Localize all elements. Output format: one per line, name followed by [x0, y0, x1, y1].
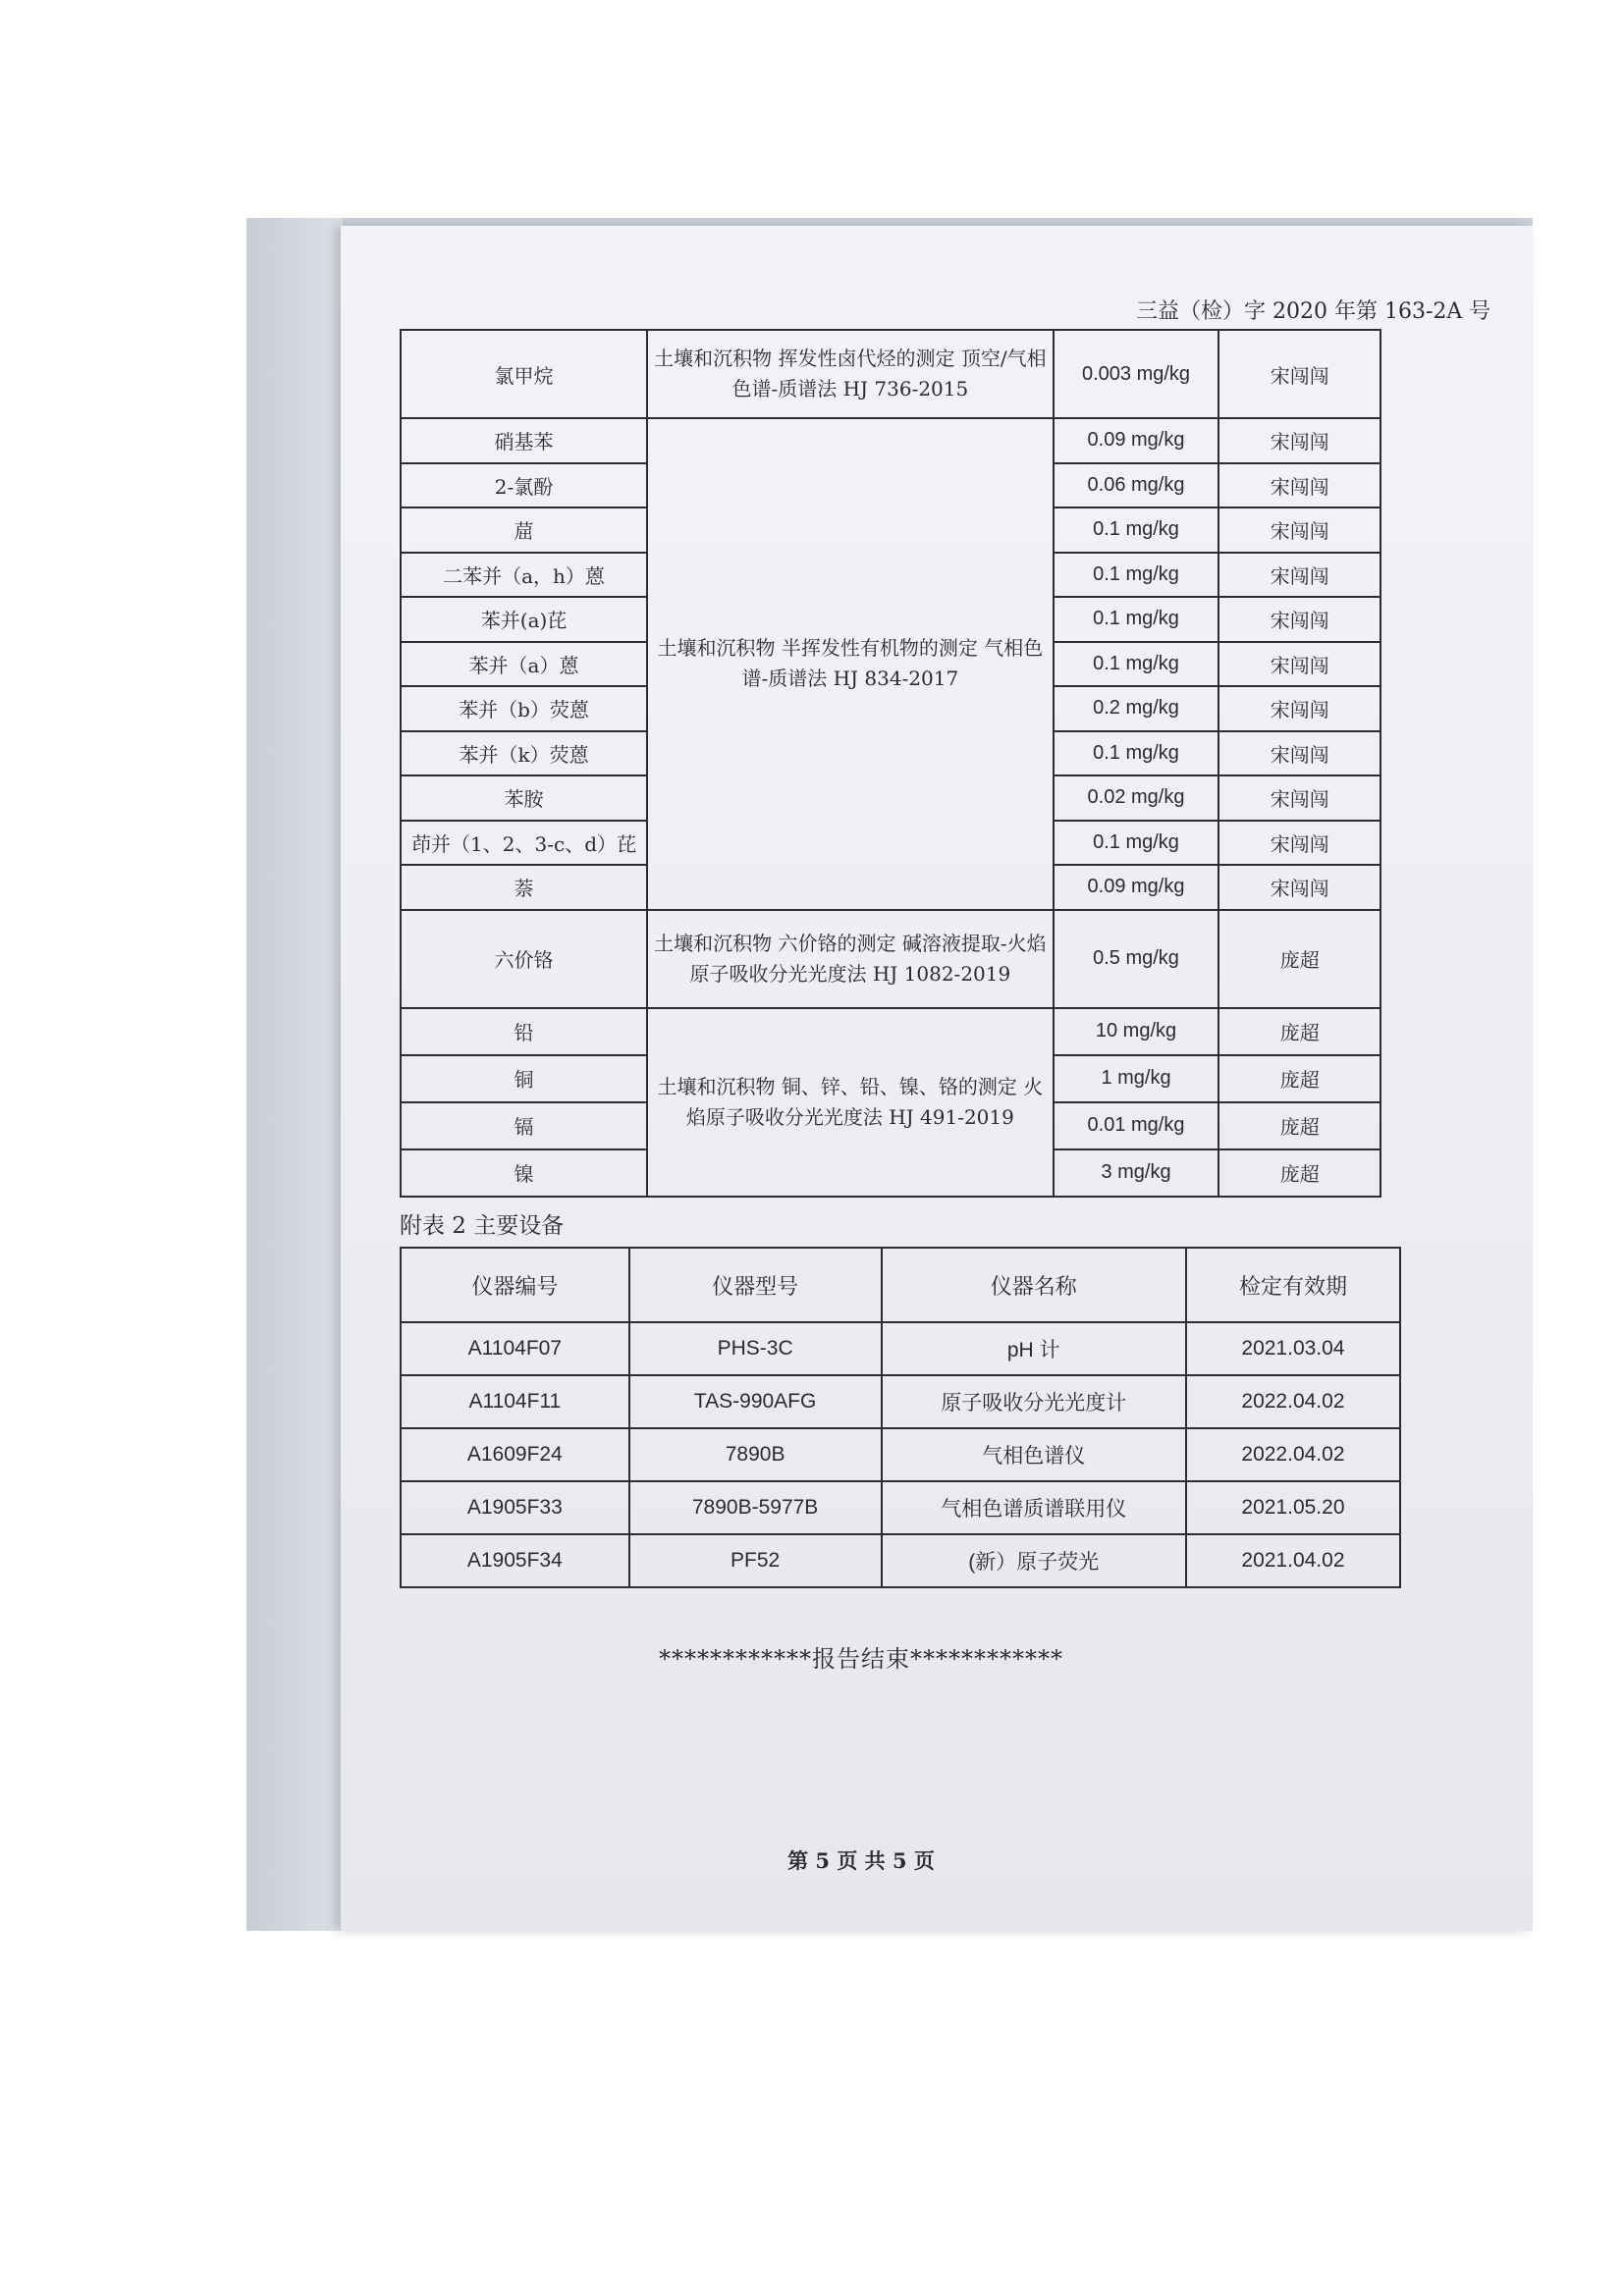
item-cell: 苯胺	[401, 775, 647, 821]
item-cell: 硝基苯	[401, 418, 647, 463]
item-cell: 铅	[401, 1008, 647, 1055]
limit-cell: 10 mg/kg	[1054, 1008, 1219, 1055]
analyst-cell: 宋闯闯	[1218, 775, 1380, 821]
item-cell: 镉	[401, 1102, 647, 1149]
name-cell: 气相色谱质谱联用仪	[882, 1481, 1186, 1534]
name-cell: 原子吸收分光光度计	[882, 1375, 1186, 1428]
limit-cell: 0.09 mg/kg	[1054, 418, 1219, 463]
analyst-cell: 宋闯闯	[1218, 686, 1380, 731]
page-number: 第 5 页 共 5 页	[787, 1848, 935, 1873]
item-cell: 六价铬	[401, 910, 647, 1008]
model-cell: TAS-990AFG	[629, 1375, 882, 1428]
id-cell: A1609F24	[401, 1428, 629, 1481]
limit-cell: 0.1 mg/kg	[1054, 507, 1219, 553]
analyst-cell: 庞超	[1218, 1102, 1380, 1149]
analyst-cell: 宋闯闯	[1218, 865, 1380, 910]
method-cell: 土壤和沉积物 六价铬的测定 碱溶液提取-火焰原子吸收分光光度法 HJ 1082-2019	[647, 910, 1054, 1008]
limit-cell: 0.1 mg/kg	[1054, 821, 1219, 866]
limit-cell: 0.02 mg/kg	[1054, 775, 1219, 821]
table-row	[401, 1428, 1400, 1481]
method-cell: 土壤和沉积物 半挥发性有机物的测定 气相色谱-质谱法 HJ 834-2017	[647, 418, 1054, 910]
id-cell: A1905F34	[401, 1534, 629, 1587]
limit-cell: 1 mg/kg	[1054, 1055, 1219, 1102]
analyst-cell: 宋闯闯	[1218, 597, 1380, 642]
analyst-cell: 宋闯闯	[1218, 553, 1380, 598]
table-header-row	[401, 1248, 1400, 1322]
model-cell: PF52	[629, 1534, 882, 1587]
date-cell: 2022.04.02	[1186, 1375, 1400, 1428]
analyst-cell: 宋闯闯	[1218, 731, 1380, 776]
item-cell: 萘	[401, 865, 647, 910]
limit-cell: 0.1 mg/kg	[1054, 553, 1219, 598]
analyst-cell: 宋闯闯	[1218, 418, 1380, 463]
analyst-cell: 宋闯闯	[1218, 507, 1380, 553]
table-row	[401, 330, 1380, 418]
name-cell: 气相色谱仪	[882, 1428, 1186, 1481]
date-cell: 2021.05.20	[1186, 1481, 1400, 1534]
method-cell: 土壤和沉积物 铜、锌、铅、镍、铬的测定 火焰原子吸收分光光度法 HJ 491-2019	[647, 1008, 1054, 1197]
item-cell: 苯并（a）蒽	[401, 642, 647, 687]
limit-cell: 0.01 mg/kg	[1054, 1102, 1219, 1149]
analyst-cell: 宋闯闯	[1218, 463, 1380, 508]
item-cell: 茚并（1、2、3-c、d）芘	[401, 821, 647, 866]
limit-cell: 0.003 mg/kg	[1054, 330, 1219, 418]
method-cell: 土壤和沉积物 挥发性卤代烃的测定 顶空/气相色谱-质谱法 HJ 736-2015	[647, 330, 1054, 418]
equipment-table	[400, 1247, 1401, 1588]
analyst-cell: 庞超	[1218, 910, 1380, 1008]
header-cell: 检定有效期	[1186, 1248, 1400, 1322]
name-cell: pH 计	[882, 1322, 1186, 1375]
header-cell: 仪器名称	[882, 1248, 1186, 1322]
limit-cell: 0.1 mg/kg	[1054, 642, 1219, 687]
item-cell: 2-氯酚	[401, 463, 647, 508]
analyst-cell: 宋闯闯	[1218, 642, 1380, 687]
limit-cell: 0.1 mg/kg	[1054, 597, 1219, 642]
table-row	[401, 1322, 1400, 1375]
model-cell: PHS-3C	[629, 1322, 882, 1375]
date-cell: 2022.04.02	[1186, 1428, 1400, 1481]
limit-cell: 0.2 mg/kg	[1054, 686, 1219, 731]
table-row	[401, 1481, 1400, 1534]
item-cell: 苯并(a)芘	[401, 597, 647, 642]
limit-cell: 0.06 mg/kg	[1054, 463, 1219, 508]
underlying-page	[246, 218, 343, 1931]
item-cell: 镍	[401, 1149, 647, 1197]
table-row	[401, 910, 1380, 1008]
id-cell: A1104F11	[401, 1375, 629, 1428]
document-photo	[246, 218, 1533, 1931]
item-cell: 䓛	[401, 507, 647, 553]
id-cell: A1104F07	[401, 1322, 629, 1375]
id-cell: A1905F33	[401, 1481, 629, 1534]
item-cell: 铜	[401, 1055, 647, 1102]
analyst-cell: 庞超	[1218, 1149, 1380, 1197]
header-cell: 仪器型号	[629, 1248, 882, 1322]
analyst-cell: 宋闯闯	[1218, 330, 1380, 418]
analyst-cell: 宋闯闯	[1218, 821, 1380, 866]
date-cell: 2021.04.02	[1186, 1534, 1400, 1587]
table-row	[401, 1008, 1380, 1055]
report-page	[341, 226, 1533, 1931]
analyst-cell: 庞超	[1218, 1008, 1380, 1055]
item-cell: 二苯并（a，h）蒽	[401, 553, 647, 598]
detection-methods-table	[400, 329, 1381, 1198]
limit-cell: 0.5 mg/kg	[1054, 910, 1219, 1008]
header-cell: 仪器编号	[401, 1248, 629, 1322]
item-cell: 苯并（k）荧蒽	[401, 731, 647, 776]
name-cell: (新）原子荧光	[882, 1534, 1186, 1587]
analyst-cell: 庞超	[1218, 1055, 1380, 1102]
report-end-marker: ************报告结束************	[659, 1645, 1063, 1673]
item-cell: 苯并（b）荧蒽	[401, 686, 647, 731]
table-row	[401, 1375, 1400, 1428]
limit-cell: 3 mg/kg	[1054, 1149, 1219, 1197]
model-cell: 7890B	[629, 1428, 882, 1481]
model-cell: 7890B-5977B	[629, 1481, 882, 1534]
date-cell: 2021.03.04	[1186, 1322, 1400, 1375]
table-row	[401, 418, 1380, 463]
limit-cell: 0.09 mg/kg	[1054, 865, 1219, 910]
limit-cell: 0.1 mg/kg	[1054, 731, 1219, 776]
document-number: 三益（检）字 2020 年第 163-2A 号	[1136, 299, 1491, 324]
table-row	[401, 1534, 1400, 1587]
item-cell: 氯甲烷	[401, 330, 647, 418]
equipment-caption: 附表 2 主要设备	[400, 1213, 565, 1239]
